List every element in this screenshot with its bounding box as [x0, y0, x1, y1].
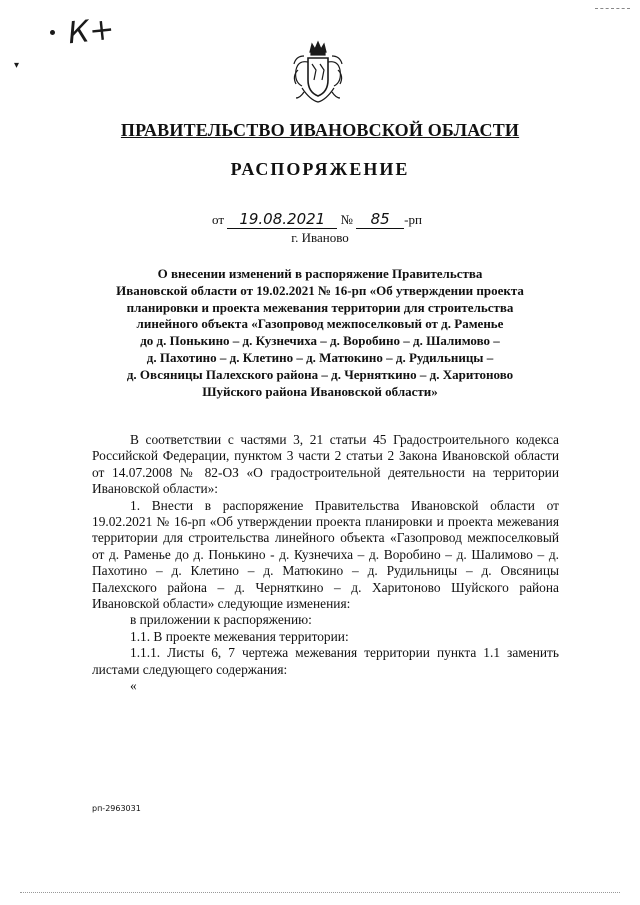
- coat-of-arms-icon: [290, 40, 346, 108]
- handwritten-mark: К+: [66, 11, 117, 52]
- document-body: [92, 432, 559, 695]
- opening-quote: «: [130, 678, 137, 694]
- date-prefix: от: [212, 212, 225, 227]
- title-line: д. Пахотино – д. Клетино – д. Матюкино – д. Рудильницы –: [146, 349, 494, 365]
- number-prefix: №: [340, 212, 353, 227]
- paragraph-appendix: в приложении к распоряжению:: [130, 612, 312, 628]
- title-line: Шуйского района Ивановской области»: [202, 383, 438, 399]
- paragraph-item-1-1: 1.1. В проекте межевания территории:: [130, 628, 349, 644]
- date-number-line: [212, 210, 422, 229]
- scan-artifact: [595, 8, 630, 9]
- document-type: РАСПОРЯЖЕНИЕ: [230, 159, 410, 179]
- city: г. Иваново: [291, 230, 349, 245]
- number-field: 85: [356, 210, 404, 229]
- title-line: О внесении изменений в распоряжение Правительства: [157, 266, 483, 281]
- date-field: 19.08.2021: [227, 210, 337, 229]
- document-title: [80, 266, 560, 400]
- handwritten-tick: ▾: [14, 60, 20, 71]
- scan-footer-artifact: [20, 892, 620, 895]
- paragraph-item-1: 1. Внести в распоряжение Правительства Ивановской области от 19.02.2021 № 16-рп «Об утверждении проекта планировки и проекта межевания территории для строительства линейного объекта «Газопровод межпоселковый от д. Раменье до д. Понькино - д. Кузнечиха – д. Воробино – д. Шалимово – д. Пахотино – д. Клетино – д. Матюкино – д. Рудильницы – д. Овсяницы Палехского района – д. Черняткино – д. Харитоново Шуйского района Ивановской области» следующие изменения:: [92, 497, 559, 612]
- government-name: ПРАВИТЕЛЬСТВО ИВАНОВСКОЙ ОБЛАСТИ: [120, 120, 520, 140]
- paragraph-item-1-1-1: 1.1.1. Листы 6, 7 чертежа межевания территории пункта 1.1 заменить листами следующего содержания:: [92, 645, 559, 677]
- title-line: Ивановской области от 19.02.2021 № 16-рп «Об утверждении проекта: [116, 282, 524, 298]
- title-line: планировки и проекта межевания территории для строительства: [126, 299, 514, 315]
- title-line: д. Овсяницы Палехского района – д. Черняткино – д. Харитоново: [126, 366, 514, 382]
- document-code: рп-2963031: [92, 804, 141, 813]
- title-line: линейного объекта «Газопровод межпоселковый от д. Раменье: [136, 316, 504, 332]
- number-suffix: -рп: [404, 212, 422, 227]
- title-line: до д. Понькино – д. Кузнечиха – д. Воробино – д. Шалимово –: [140, 333, 500, 349]
- handwritten-dot: [50, 30, 55, 35]
- paragraph-preamble: В соответствии с частями 3, 21 статьи 45 Градостроительного кодекса Российской Федерации, пунктом 3 части 2 статьи 2 Закона Ивановской области от 14.07.2008 № 82-ОЗ «О градостроительной деятельности на территории Ивановской области»:: [92, 432, 559, 497]
